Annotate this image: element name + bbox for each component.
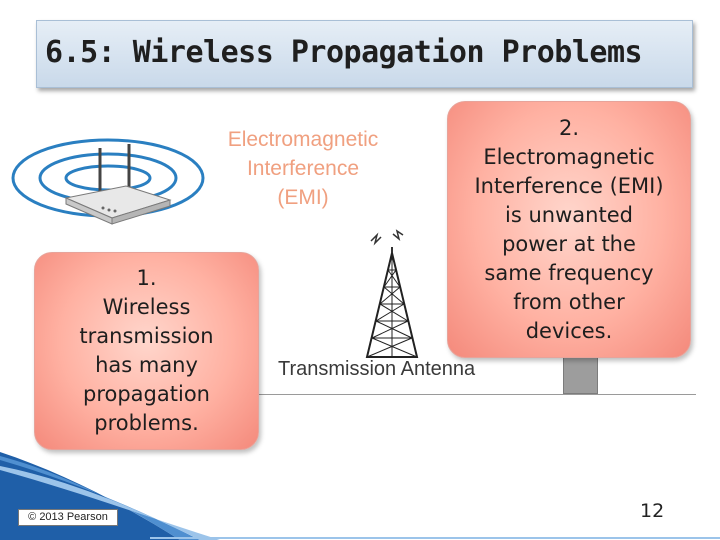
transmission-tower-icon (355, 225, 435, 365)
callout-line: same frequency (484, 260, 654, 285)
callout-line: problems. (94, 411, 199, 435)
antenna-figure-label: Transmission Antenna (278, 358, 476, 380)
callout-line: Interference (EMI) (474, 173, 664, 198)
callout-line: propagation (83, 382, 210, 406)
callout-line: has many (95, 353, 198, 377)
callout-text (474, 114, 663, 346)
title-box (36, 20, 693, 88)
callout-line: from other (513, 289, 625, 314)
callout-line: 2. (558, 115, 580, 140)
emi-label-line: Electromagnetic (227, 128, 379, 151)
callout-line: power at the (502, 231, 636, 256)
callout-propagation (34, 252, 259, 450)
ground-line (259, 394, 696, 395)
callout-line: devices. (525, 318, 613, 343)
callout-text (79, 264, 213, 438)
footer-swoosh (0, 452, 720, 540)
callout-line: is unwanted (505, 202, 633, 227)
receiver-post (563, 356, 598, 394)
copyright-notice: © 2013 Pearson (18, 509, 118, 526)
callout-line: 1. (136, 266, 157, 290)
wireless-router-icon (8, 138, 208, 238)
emi-figure-label (198, 125, 408, 212)
callout-line: Electromagnetic (483, 144, 655, 169)
page-number: 12 (640, 500, 665, 522)
callout-emi (447, 101, 691, 358)
callout-line: transmission (79, 324, 214, 348)
emi-label-line: Interference (246, 157, 360, 180)
emi-label-line: (EMI) (277, 186, 329, 209)
slide-title: 6.5: Wireless Propagation Problems (45, 35, 643, 70)
callout-line: Wireless (102, 295, 191, 319)
